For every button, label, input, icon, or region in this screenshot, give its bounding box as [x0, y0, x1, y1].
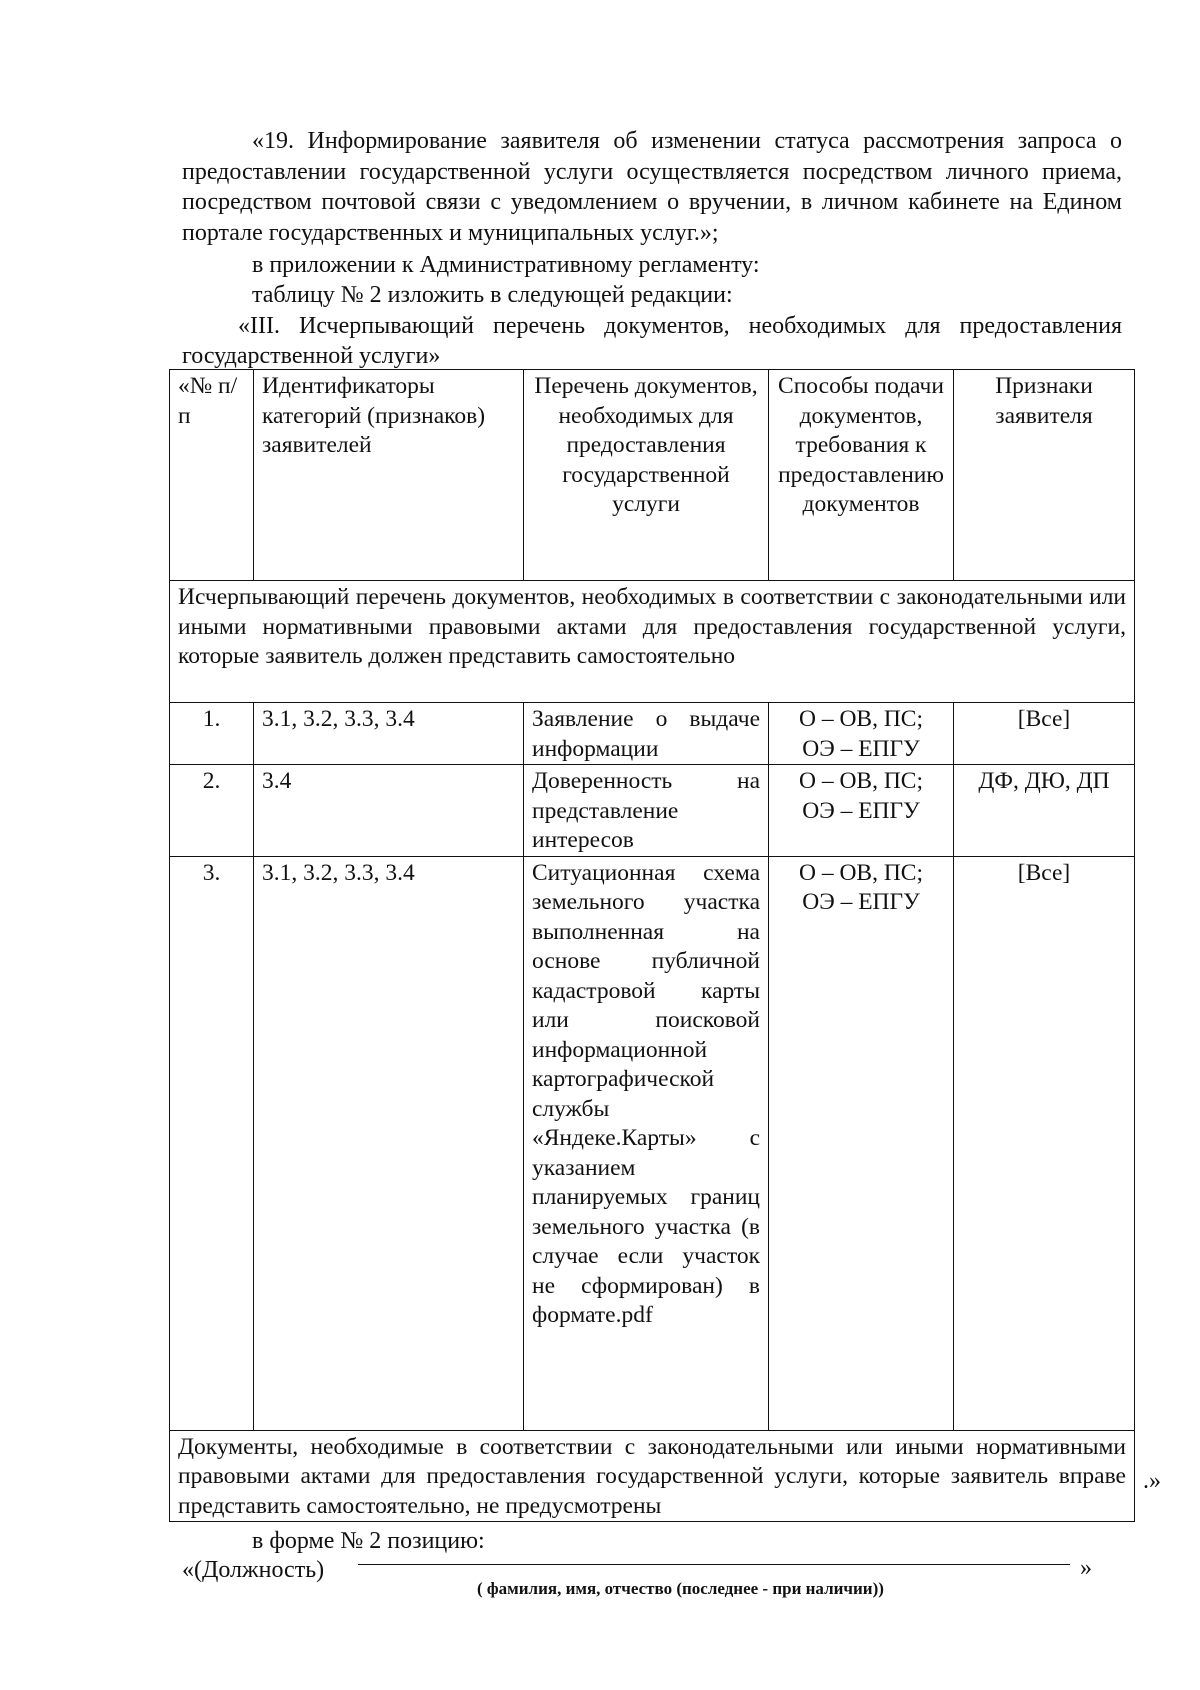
position-label: «(Должность) — [182, 1557, 325, 1583]
section-row-optional — [170, 1430, 1135, 1522]
section-title — [182, 311, 1122, 371]
row-method-2: ОЭ – ЕПГУ — [802, 889, 920, 915]
row-methods — [769, 856, 954, 1430]
table-row — [170, 703, 1135, 765]
appendix-line: в приложении к Административному регламенту: — [252, 252, 760, 278]
header-documents: Перечень документов, необходимых для предоставления государственной услуги — [524, 370, 769, 581]
row-method-2: ОЭ – ЕПГУ — [802, 735, 920, 762]
row-document: Ситуационная схема земельного участка выполненная на основе публичной кадастровой карты или поисковой информационной картографической службы «Яндеке.Карты» с указанием планируемых границ земельного участка (в случае если участок не сформирован) в формате.pdf — [524, 856, 769, 1430]
row-number: 1. — [170, 703, 254, 765]
row-signs: ДФ, ДЮ, ДП — [954, 765, 1135, 857]
closing-quote: .» — [1143, 1468, 1161, 1494]
row-method-1: О – ОВ, ПС; — [798, 768, 924, 794]
name-caption: ( фамилия, имя, отчество (последнее - при наличии)) — [477, 1579, 884, 1598]
section-title-text: «III. Исчерпывающий перечень документов, необходимых для предоставления государственной услуги» — [182, 313, 1122, 369]
table-row — [170, 765, 1135, 857]
section-row-mandatory — [170, 581, 1135, 703]
form-line: в форме № 2 позицию: — [252, 1528, 485, 1554]
table-instruction-line: таблицу № 2 изложить в следующей редакции: — [252, 282, 733, 308]
paragraph-19 — [182, 126, 1122, 248]
table-header-row — [170, 370, 1135, 581]
header-methods: Способы подачи документов, требования к предоставлению документов — [769, 370, 954, 581]
signature-line — [358, 1564, 1070, 1565]
documents-table — [169, 369, 1135, 1522]
row-number: 2. — [170, 765, 254, 857]
paragraph-19-text: «19. Информирование заявителя об изменении статуса рассмотрения запроса о предоставлении государственной услуги осуществляется посредством личного приема, посредством почтовой связи с уведомлением о вручении, в личном кабинете на Едином портале государственных и муниципальных услуг.»; — [182, 128, 1122, 246]
header-identifiers: Идентификаторы категорий (признаков) заявителей — [254, 370, 524, 581]
row-number: 3. — [170, 856, 254, 1430]
row-methods — [769, 703, 954, 765]
section-mandatory-text: Исчерпывающий перечень документов, необходимых в соответствии с законодательными или иными нормативными правовыми актами для предоставления государственной услуги, которые заявитель должен представить самостоятельно — [170, 581, 1135, 703]
row-signs: [Все] — [954, 856, 1135, 1430]
row-identifiers: 3.4 — [254, 765, 524, 857]
header-signs: Признаки заявителя — [954, 370, 1135, 581]
row-method-2: ОЭ – ЕПГУ — [802, 797, 920, 824]
row-signs: [Все] — [954, 703, 1135, 765]
row-method-1: О – ОВ, ПС; — [798, 859, 924, 886]
row-document: Доверенность на представление интересов — [524, 765, 769, 857]
table-row — [170, 856, 1135, 1430]
row-document: Заявление о выдаче информации — [524, 703, 769, 765]
section-optional-text: Документы, необходимые в соответствии с законодательными или иными нормативными правовыми актами для предоставления государственной услуги, которые заявитель вправе представить самостоятельно, не предусмотрены — [170, 1430, 1135, 1522]
row-identifiers: 3.1, 3.2, 3.3, 3.4 — [254, 856, 524, 1430]
position-close-quote: » — [1080, 1555, 1092, 1581]
row-identifiers: 3.1, 3.2, 3.3, 3.4 — [254, 703, 524, 765]
row-methods — [769, 765, 954, 857]
header-number: «№ п/п — [170, 370, 254, 581]
row-method-1: О – ОВ, ПС; — [798, 706, 924, 732]
